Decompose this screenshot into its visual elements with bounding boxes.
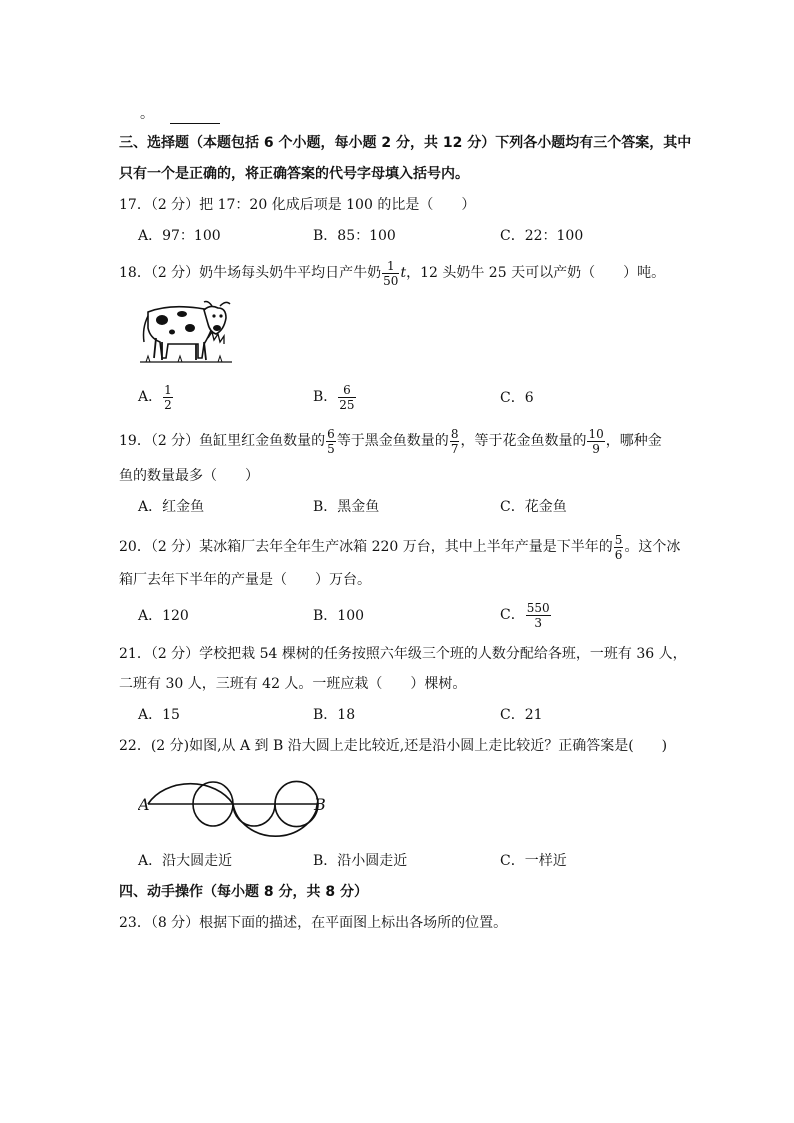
question-18-prefix: 18．（2 分）奶牛场每头奶牛平均日产牛奶 xyxy=(119,265,382,281)
question-19-stem-line2: 鱼的数量最多（ ） xyxy=(119,468,259,484)
question-19-stem-line1: 19．（2 分）鱼缸里红金鱼数量的 $\frac{6}{5}$ 等于黑金鱼数量的 $\frac{8}{7}$ ，等于花金鱼数量的 $\frac{10}{9}$ ，哪种金 xyxy=(119,426,662,456)
answer-blank-line xyxy=(140,104,220,124)
question-18-option-c: C．6 xyxy=(500,390,534,406)
question-22-option-a: A．沿大圆走近 xyxy=(138,853,233,869)
question-23-stem: 23．（8 分）根据下面的描述，在平面图上标出各场所的位置。 xyxy=(119,915,508,931)
question-21-stem-line1: 21．（2 分）学校把栽 54 棵树的任务按照六年级三个班的人数分配给各班，一班有 36 人， xyxy=(119,646,687,662)
question-21-option-a: A．15 xyxy=(138,707,180,723)
question-17-option-c: C．22：100 xyxy=(500,228,584,244)
trailing-period: 。 xyxy=(140,106,154,122)
question-19-option-c: C．花金鱼 xyxy=(500,499,567,515)
question-17-option-b: B．85：100 xyxy=(313,228,396,244)
section3-heading-line2: 只有一个是正确的，将正确答案的代号字母填入括号内。 xyxy=(119,166,469,182)
section3-heading-line1: 三、选择题（本题包括 6 个小题，每小题 2 分，共 12 分）下列各小题均有三个答案，其中 xyxy=(119,135,692,151)
question-20-option-c: C． $\frac{550}{3}$ xyxy=(500,600,550,630)
question-21-stem-line2: 二班有 30 人，三班有 42 人。一班应栽（ ）棵树。 xyxy=(119,676,467,692)
fraction-1-2: $\frac{1}{2}$ xyxy=(164,382,172,412)
question-20-stem-line1: 20．（2 分）某冰箱厂去年全年生产冰箱 220 万台，其中上半年产量是下半年的 $\frac{5}{6}$ 。这个冰 xyxy=(119,532,681,562)
fraction-550-3: $\frac{550}{3}$ xyxy=(526,600,550,630)
question-18-stem xyxy=(119,256,665,290)
question-20-stem-line2: 箱厂去年下半年的产量是（ ）万台。 xyxy=(119,572,371,588)
question-21-option-b: B．18 xyxy=(313,707,356,723)
question-17-stem: 17．（2 分）把 17：20 化成后项是 100 的比是（ ） xyxy=(119,197,476,213)
cow-illustration xyxy=(138,298,234,366)
question-18-option-a: A． $\frac{1}{2}$ xyxy=(138,382,172,412)
question-22-option-b: B．沿小圆走近 xyxy=(313,853,408,869)
question-19-option-b: B．黑金鱼 xyxy=(313,499,380,515)
point-b-label: B xyxy=(314,795,326,814)
fraction-5-6: $\frac{5}{6}$ xyxy=(614,532,623,562)
fraction-6-25: $\frac{6}{25}$ xyxy=(339,382,355,412)
circles-diagram xyxy=(138,762,328,846)
question-18-suffix: ，12 头奶牛 25 天可以产奶（ ）吨。 xyxy=(406,265,666,281)
question-22-option-c: C．一样近 xyxy=(500,853,567,869)
unit-t: t xyxy=(400,265,407,281)
question-21-option-c: C．21 xyxy=(500,707,543,723)
question-20-option-b: B．100 xyxy=(313,608,365,624)
fraction-10-9: $\frac{10}{9}$ xyxy=(588,426,604,456)
fraction-1-50: $\frac{1}{50}$ xyxy=(383,258,399,288)
question-22-stem: 22．(2 分)如图,从 A 到 B 沿大圆上走比较近,还是沿小圆上走比较近？正确答案是( ) xyxy=(119,738,668,754)
fill-blank xyxy=(170,109,220,124)
question-20-option-a: A．120 xyxy=(138,608,189,624)
point-a-label: A xyxy=(138,795,150,814)
section4-heading: 四、动手操作（每小题 8 分，共 8 分） xyxy=(119,884,368,900)
fraction-6-5: $\frac{6}{5}$ xyxy=(327,426,335,456)
question-19-option-a: A．红金鱼 xyxy=(138,499,205,515)
question-18-option-b: B． $\frac{6}{25}$ xyxy=(313,382,355,412)
question-17-option-a: A．97：100 xyxy=(138,228,221,244)
fraction-8-7: $\frac{8}{7}$ xyxy=(450,426,459,456)
